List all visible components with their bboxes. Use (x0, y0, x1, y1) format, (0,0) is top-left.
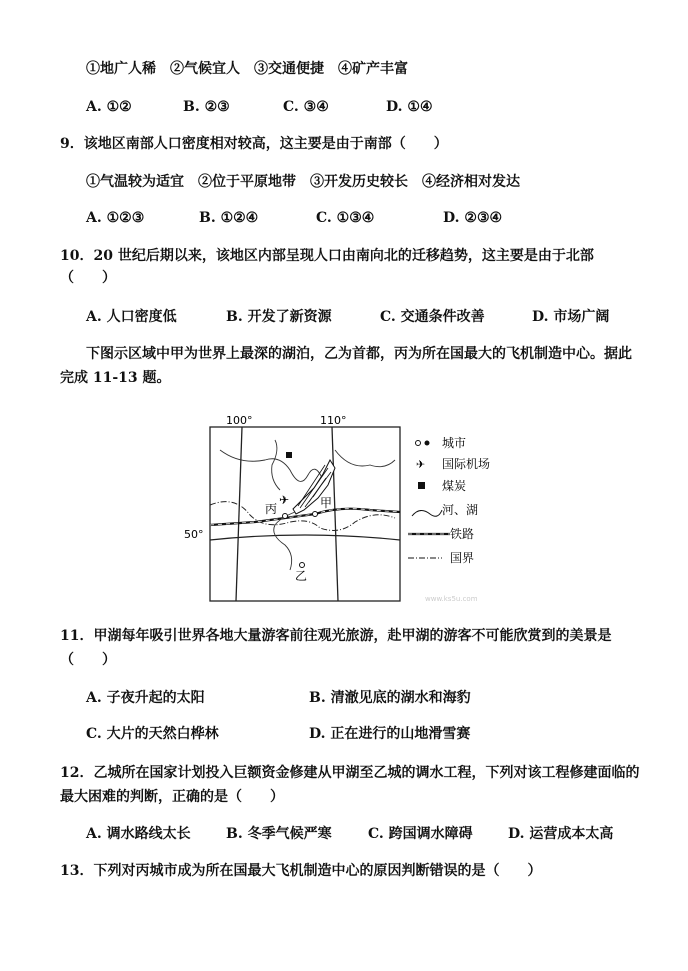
q9-option-a[interactable]: A. ①②③ (86, 210, 145, 226)
q11-option-a[interactable]: A. 子夜升起的太阳 (86, 690, 205, 706)
q8-statements: ①地广人稀 ②气候宜人 ③交通便捷 ④矿产丰富 (86, 61, 408, 77)
q12-option-c[interactable]: C. 跨国调水障碍 (368, 826, 473, 842)
q10-stem-line2: （ ） (60, 270, 116, 286)
q8-option-c[interactable]: C. ③④ (283, 99, 329, 115)
coal-symbol (286, 452, 292, 458)
q12-stem-line1: 12．乙城所在国家计划投入巨额资金修建从甲湖至乙城的调水工程，下列对该工程修建面临的 (60, 765, 640, 781)
q10-option-c[interactable]: C. 交通条件改善 (380, 309, 485, 325)
city-bing (283, 514, 288, 519)
q10-stem-line1: 10．20 世纪后期以来，该地区内部呈现人口由南向北的迁移趋势，这主要是由于北部 (60, 248, 594, 264)
watermark: www.ks5u.com (425, 595, 478, 603)
legend-coal-label: 煤炭 (442, 479, 467, 493)
q12-option-d[interactable]: D. 运营成本太高 (508, 826, 614, 842)
q10-option-a[interactable]: A. 人口密度低 (86, 309, 177, 325)
q8-option-d[interactable]: D. ①④ (386, 99, 433, 115)
legend-coal-icon (418, 482, 425, 489)
lon-110-label: 110° (320, 414, 347, 427)
city-yi (300, 563, 305, 568)
q12-stem-line2: 最大困难的判断，正确的是（ ） (60, 789, 284, 805)
legend-airport-label: 国际机场 (442, 457, 491, 471)
q12-option-a[interactable]: A. 调水路线太长 (86, 826, 191, 842)
q10-option-b[interactable]: B. 开发了新资源 (226, 309, 332, 325)
q11-option-c[interactable]: C. 大片的天然白桦林 (86, 726, 219, 742)
legend-city-icon (416, 441, 421, 446)
q8-option-a[interactable]: A. ①② (86, 99, 132, 115)
map-figure (180, 410, 510, 610)
legend-airport-icon: ✈ (416, 458, 426, 471)
label-bing: 丙 (265, 502, 278, 516)
legend-river-icon (412, 510, 442, 516)
q9-stem: 9．该地区南部人口密度相对较高，这主要是由于南部（ ） (60, 136, 448, 152)
airport-symbol: ✈ (279, 493, 290, 507)
legend-city-label: 城市 (442, 436, 467, 450)
legend-railway-label: 铁路 (450, 527, 475, 541)
label-jia: 甲 (320, 496, 333, 510)
q8-option-b[interactable]: B. ②③ (183, 99, 230, 115)
map-svg (180, 410, 510, 610)
legend-river-label: 河、湖 (442, 503, 479, 517)
label-yi: 乙 (295, 569, 308, 583)
q9-option-c[interactable]: C. ①③④ (316, 210, 375, 226)
lon-100-label: 100° (226, 414, 253, 427)
q11-option-d[interactable]: D. 正在进行的山地滑雪赛 (309, 726, 471, 742)
map-legend (408, 436, 490, 565)
q11-stem-line2: （ ） (60, 652, 116, 668)
q9-option-d[interactable]: D. ②③④ (443, 210, 503, 226)
intro-line1: 下图示区域中甲为世界上最深的湖泊，乙为首都，丙为所在国最大的飞机制造中心。据此 (86, 346, 632, 362)
q9-statements: ①气温较为适宜 ②位于平原地带 ③开发历史较长 ④经济相对发达 (86, 174, 520, 190)
legend-city-icon (425, 441, 430, 446)
q11-stem-line1: 11．甲湖每年吸引世界各地大量游客前往观光旅游，赴甲湖的游客不可能欣赏到的美景是 (60, 628, 612, 644)
q11-option-b[interactable]: B. 清澈见底的湖水和海豹 (309, 690, 471, 706)
q10-option-d[interactable]: D. 市场广阔 (532, 309, 610, 325)
legend-border-label: 国界 (450, 551, 475, 565)
intro-line2: 完成 11-13 题。 (60, 370, 171, 386)
q9-option-b[interactable]: B. ①②④ (199, 210, 259, 226)
lat-50-label: 50° (184, 528, 204, 541)
city (313, 512, 318, 517)
q12-option-b[interactable]: B. 冬季气候严寒 (226, 826, 332, 842)
q13-stem: 13．下列对丙城市成为所在国最大飞机制造中心的原因判断错误的是（ ） (60, 863, 542, 879)
